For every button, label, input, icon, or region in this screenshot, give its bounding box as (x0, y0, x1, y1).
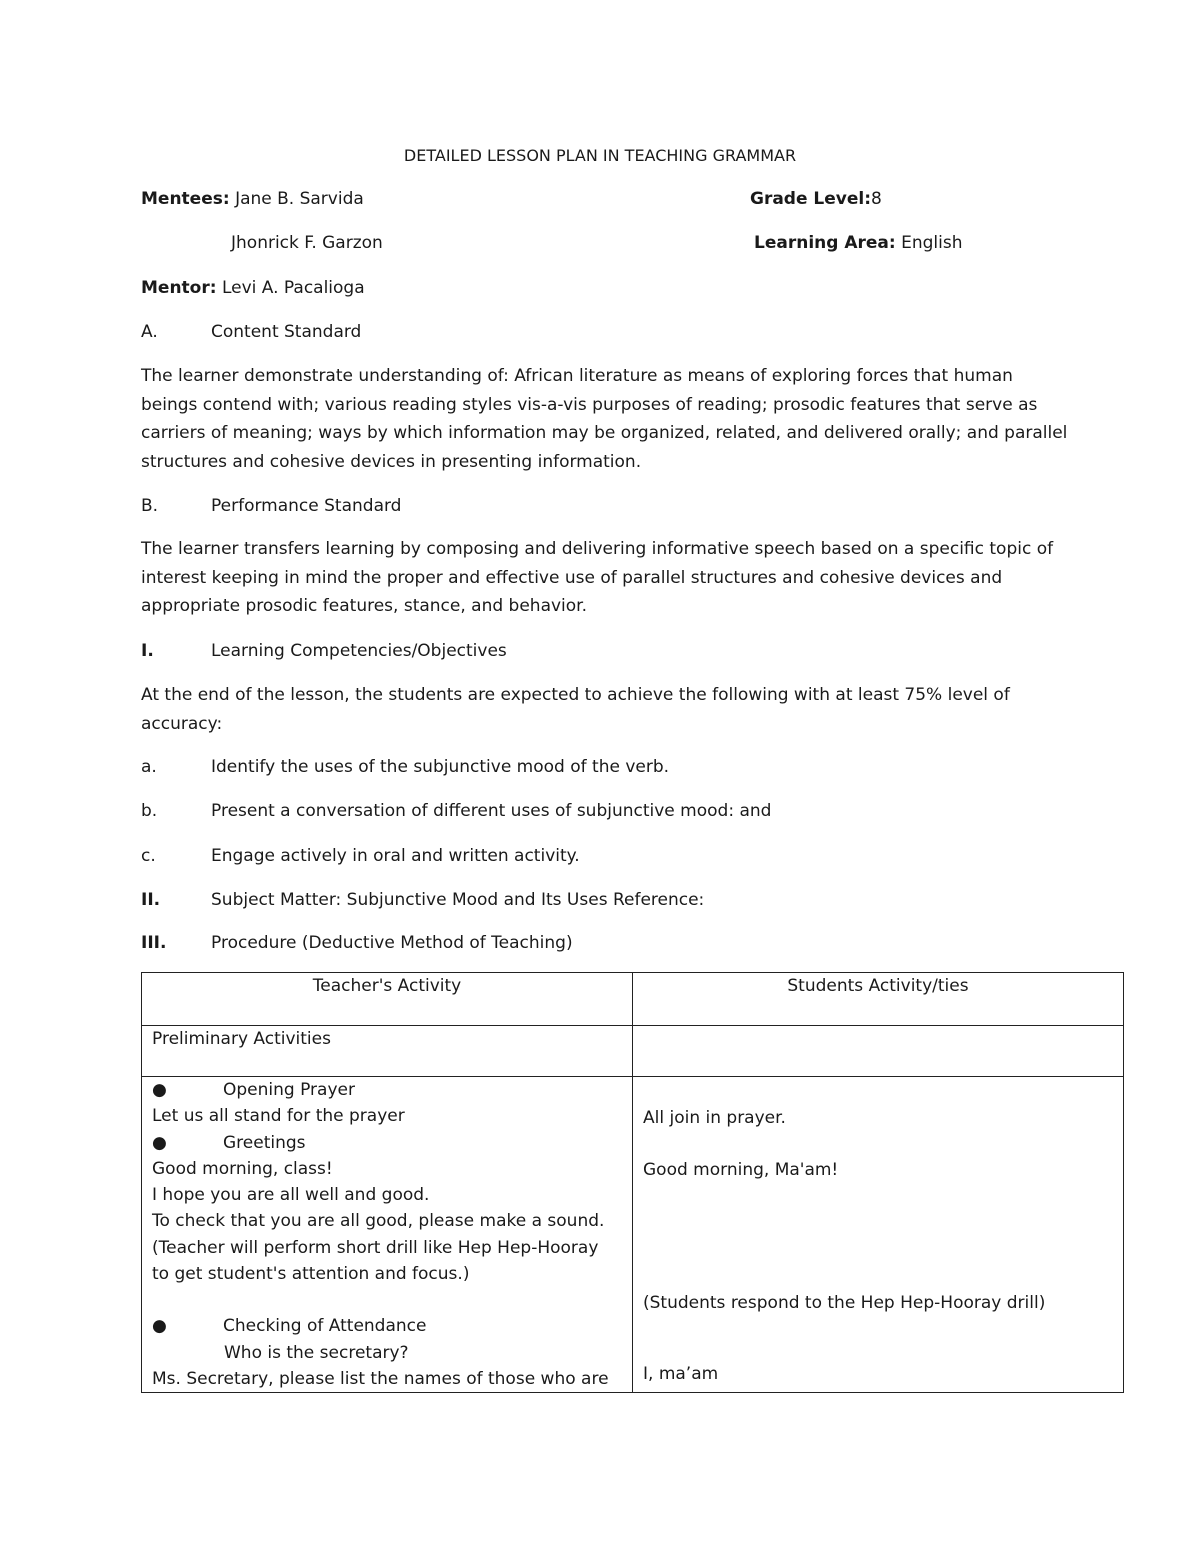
section-ii-marker: II. (141, 890, 161, 910)
bullet-icon: ● (152, 1132, 167, 1153)
prayer-instruction: Let us all stand for the prayer (152, 1106, 405, 1127)
students-activity-header: Students Activity/ties (633, 973, 1124, 1026)
objective-a-marker: a. (141, 757, 157, 777)
greetings-label: Greetings (223, 1132, 306, 1153)
greeting-line: to get student's attention and focus.) (152, 1264, 470, 1285)
drill-response: (Students respond to the Hep Hep-Hooray drill) (643, 1293, 1046, 1313)
spacer (152, 1287, 622, 1313)
table-row (142, 1026, 1124, 1077)
students-activity-cell (633, 1077, 1124, 1393)
table-header-row (142, 973, 1124, 1026)
preliminary-activities-cell: Preliminary Activities (142, 1026, 633, 1077)
greeting-line: (Teacher will perform short drill like Hep Hep-Hooray (152, 1237, 599, 1258)
secretary-question: Who is the secretary? (224, 1342, 409, 1363)
objectives-intro: At the end of the lesson, the students are expected to achieve the following with at least 75% level of accuracy: (141, 685, 1010, 734)
section-i-title: Learning Competencies/Objectives (211, 641, 507, 661)
performance-standard-text: The learner transfers learning by composing and delivering informative speech based on a specific topic of interest keeping in mind the proper and effective use of parallel structures and cohesive devices and appropriate prosodic features, stance, and behavior. (141, 539, 1054, 616)
objective-c-text: Engage actively in oral and written activity. (211, 846, 580, 866)
section-b-title: Performance Standard (211, 496, 402, 516)
empty-cell (633, 1026, 1124, 1077)
secretary-instruction: Ms. Secretary, please list the names of those who are (152, 1368, 609, 1389)
prayer-response: All join in prayer. (643, 1108, 786, 1128)
grade-level-value: 8 (871, 189, 882, 209)
section-i-marker: I. (141, 641, 154, 661)
content-standard-text: The learner demonstrate understanding of: African literature as means of exploring forces that human beings contend with; various reading styles vis-a-vis purposes of reading; prosodic features that serve as carriers of meaning; ways by which information may be organized, related, and delivered orally; and parallel structures and cohesive devices in presenting information. (141, 366, 1068, 472)
list-item (152, 1130, 622, 1156)
bullet-icon: ● (152, 1080, 167, 1100)
greeting-line: I hope you are all well and good. (152, 1185, 430, 1206)
greeting-line: Good morning, class! (152, 1158, 333, 1179)
objective-c-marker: c. (141, 846, 156, 866)
teacher-activity-cell (142, 1077, 633, 1393)
mentor-label: Mentor: (141, 278, 217, 298)
objective-b-marker: b. (141, 801, 158, 821)
mentor-value: Levi A. Pacalioga (221, 278, 365, 298)
objective-a-text: Identify the uses of the subjunctive mood of the verb. (211, 757, 670, 777)
list-item (152, 1313, 622, 1339)
section-ii-title: Subject Matter: Subjunctive Mood and Its Uses Reference: (211, 890, 705, 910)
mentee-2: Jhonrick F. Garzon (231, 233, 383, 253)
learning-area-value: English (901, 233, 963, 253)
section-b-marker: B. (141, 496, 159, 516)
section-iii-title: Procedure (Deductive Method of Teaching) (211, 933, 573, 953)
greeting-response: Good morning, Ma'am! (643, 1160, 839, 1180)
mentor-row (141, 277, 365, 299)
opening-prayer-label: Opening Prayer (223, 1080, 355, 1100)
procedure-table (141, 972, 1124, 1393)
section-iii-marker: III. (141, 933, 167, 953)
grade-level-row (750, 188, 882, 210)
mentee-1: Jane B. Sarvida (235, 189, 364, 209)
section-a-marker: A. (141, 322, 158, 342)
learning-area-row (754, 232, 962, 254)
mentees-row (141, 188, 364, 210)
mentees-label: Mentees: (141, 189, 230, 209)
grade-level-label: Grade Level: (750, 189, 872, 209)
greeting-line: To check that you are all good, please make a sound. (152, 1211, 605, 1232)
list-item (152, 1077, 622, 1103)
teacher-activity-header: Teacher's Activity (142, 973, 633, 1026)
bullet-icon: ● (152, 1316, 167, 1337)
table-row (142, 1077, 1124, 1393)
learning-area-label: Learning Area: (754, 233, 896, 253)
objective-b-text: Present a conversation of different uses of subjunctive mood: and (211, 801, 772, 821)
document-title: DETAILED LESSON PLAN IN TEACHING GRAMMAR (403, 146, 797, 165)
secretary-response: I, ma’am (643, 1364, 719, 1384)
section-a-title: Content Standard (211, 322, 362, 342)
attendance-label: Checking of Attendance (223, 1316, 427, 1337)
